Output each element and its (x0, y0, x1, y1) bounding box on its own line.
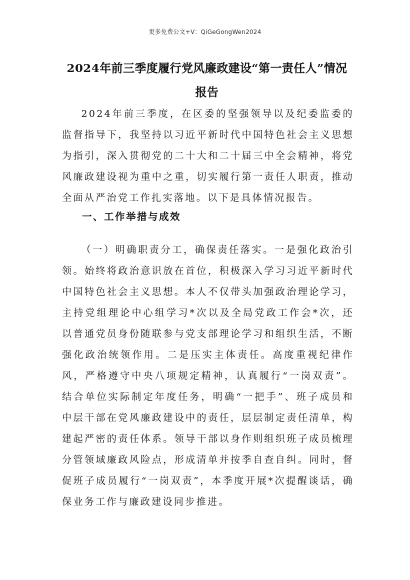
body-paragraph: （一）明确职责分工，确保责任落实。一是强化政治引领。始终将政治意识放在首位，积极深入学习习近平新时代中国特色社会主义思想。本人不仅带头加强政治理论学习，主持党组理论中心组学习*次以及全局党政工作会*次，还以普通党员身份随联参与党支部理论学习和组织生活，不断强化政治统领作用。二是压实主体责任。高度重视纪律作风，严格遵守中央八项规定精神，认真履行“一岗双责”。结合单位实际制定年度任务，明确“一把手”、班子成员和中层干部在党风廉政建设中的责任，层层制定责任清单，构建起严密的责任体系。领导干部以身作则组织班子成员梳理分管领域廉政风险点，形成清单并按季自查自纠。同时，督促班子成员履行“一岗双责”，本季度开展*次提醒谈话，确保业务工作与廉政建设同步推进。 (62, 245, 354, 508)
document-title: 2024年前三季度履行党风廉政建设“第一责任人”情况报告 (66, 61, 348, 99)
section-heading: 一、工作举措与成效 (82, 212, 181, 223)
header-watermark: 更多免费公文+V：QiGeGongWen2024 (148, 29, 262, 36)
intro-paragraph: 2024年前三季度，在区委的坚强领导以及纪委监委的监督指导下，我坚持以习近平新时代中国特色社会主义思想为指引，深入贯彻党的二十大和二十届三中全会精神，将党风廉政建设视为重中之重，切实履行第一责任人职责，推动全面从严治党工作扎实落地。以下是具体情况报告。 (62, 109, 354, 204)
